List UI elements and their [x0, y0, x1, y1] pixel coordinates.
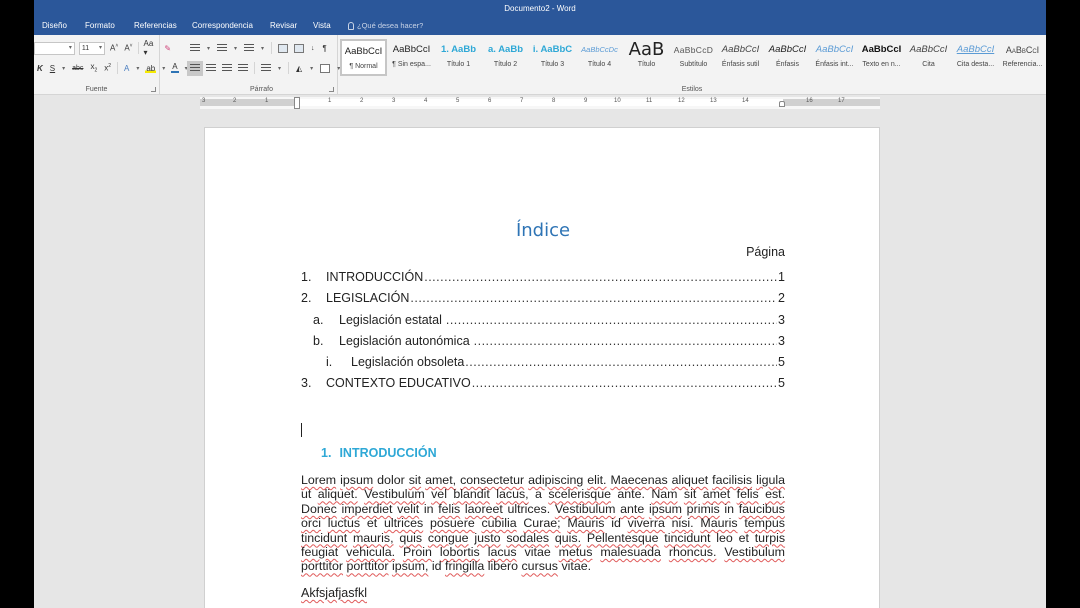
toc-leader [424, 270, 777, 284]
toc-entry[interactable] [301, 376, 785, 392]
toc-entry-number: i. [326, 355, 333, 369]
horizontal-ruler[interactable] [200, 97, 880, 109]
ruler-number: 13 [710, 98, 717, 104]
numbering-dropdown-icon[interactable]: ▾ [234, 45, 238, 52]
tab-diseno[interactable]: Diseño [42, 21, 67, 30]
style-texto-negrita[interactable] [858, 39, 905, 76]
line-spacing-icon[interactable] [261, 64, 271, 73]
style-sample: AaBbCcI [909, 44, 948, 55]
style-name: Énfasis [776, 61, 799, 68]
toc-entry-number: a. [313, 313, 324, 327]
toc-entry[interactable] [301, 355, 785, 371]
separator [271, 42, 272, 54]
ruler-number: 7 [520, 98, 524, 104]
font-color-dropdown-icon[interactable]: ▾ [184, 65, 188, 72]
body-paragraph[interactable]: Lorem ipsum dolor sit amet, consectetur adipiscing elit. Maecenas aliquet facilisis ligula ut aliquet. Vestibulum vel blandit lacus, a scelerisque ante. Nam sit amet felis est. Donec imperdiet velit in felis laoreet ultrices. Vestibulum ante ipsum primis in faucibus orci luctus et ultrices posuere cubilia Curae; Mauris id viverra nisi. Mauris tempus tincidunt mauris, quis congue justo sodales quis. Pellentesque tincidunt leo et turpis feugiat vehicula. Proin lobortis lacus vitae metus malesuada rhoncus. Vestibulum porttitor porttitor ipsum, id fringilla libero cursus vitae. [301, 473, 786, 574]
separator [254, 62, 255, 74]
font-size-dropdown[interactable]: 11 ▾ [79, 42, 105, 55]
subscript-button[interactable]: $x_2$ [90, 62, 98, 74]
style-name: Cita desta... [956, 61, 995, 68]
style-enfasis-sutil[interactable] [717, 39, 764, 76]
style-name: ¶ Normal [349, 63, 378, 70]
ruler-number: 3 [202, 98, 206, 104]
style-name: Referencia... [1002, 61, 1043, 68]
bullets-dropdown-icon[interactable]: ▾ [207, 45, 211, 52]
style-name: Énfasis int... [815, 61, 854, 68]
clear-formatting-icon[interactable]: ✎ [164, 43, 172, 53]
style-sample: AaBbCcI [392, 44, 431, 55]
toc-entry-text: CONTEXTO EDUCATIVO [326, 376, 471, 390]
superscript-button[interactable]: $x^2$ [104, 63, 111, 73]
heading-number: 1. [321, 446, 332, 460]
style-enfasis-intenso[interactable] [811, 39, 858, 76]
tab-correspondencia[interactable]: Correspondencia [192, 21, 253, 30]
toc-entry-number: 3. [301, 376, 312, 390]
document-page[interactable] [204, 127, 880, 608]
toc-entry-page: 5 [778, 355, 785, 369]
change-case-button[interactable]: Aa ▾ [143, 39, 154, 57]
ruler-number: 11 [646, 98, 653, 104]
shrink-font-button[interactable]: A˅ [124, 43, 133, 53]
separator [288, 62, 289, 74]
style-name: Subtítulo [679, 61, 708, 68]
strikethrough-button[interactable]: abc [72, 64, 84, 72]
style-sample: AaB [628, 39, 665, 60]
style-name: Título [637, 61, 656, 68]
title-bar [34, 0, 1046, 17]
ribbon [34, 35, 1046, 95]
window-title: Documento2 - Word [504, 4, 576, 13]
toc-leader [410, 291, 777, 305]
toc-entry-number: 2. [301, 291, 312, 305]
style-name: Título 2 [493, 61, 518, 68]
ruler-right-margin [783, 99, 880, 106]
highlight-icon[interactable]: ab [146, 63, 156, 73]
style-referencia[interactable] [999, 39, 1046, 76]
styles-gallery [338, 35, 1046, 95]
align-left-icon[interactable] [190, 64, 200, 73]
style-sin-espaciado[interactable] [388, 39, 435, 76]
style-sample: AaBbCcI [344, 46, 383, 57]
ruler-number: 4 [424, 98, 428, 104]
shading-icon[interactable]: ◭ [296, 63, 303, 73]
style-titulo[interactable] [623, 39, 670, 76]
ruler-number: 9 [584, 98, 588, 104]
heading-text: INTRODUCCIÓN [339, 446, 437, 460]
tell-me-placeholder: ¿Qué desea hacer? [357, 21, 424, 30]
left-indent-marker[interactable] [294, 97, 300, 109]
toc-title: Índice [515, 220, 571, 241]
ruler-number: 2 [233, 98, 237, 104]
ribbon-tabs [34, 17, 1046, 35]
borders-dropdown-icon[interactable]: ▾ [337, 65, 341, 72]
ruler-number: 1 [265, 98, 269, 104]
ruler-number: 2 [360, 98, 364, 104]
bullets-icon[interactable] [190, 44, 200, 53]
tab-vista[interactable]: Vista [313, 21, 331, 30]
style-sample: AaBbCcI [956, 44, 995, 55]
style-titulo-3[interactable] [529, 39, 576, 76]
style-sample: 1. AaBb [440, 44, 477, 55]
multilevel-dropdown-icon[interactable]: ▾ [261, 45, 265, 52]
style-sample: AaBbCcDc [581, 45, 618, 54]
ruler-number: 5 [456, 98, 460, 104]
paragraph-group-label: Párrafo [250, 86, 273, 93]
ruler-number: 17 [838, 98, 845, 104]
tab-formato[interactable]: Formato [85, 21, 115, 30]
separator [117, 62, 118, 74]
style-cita-destacada[interactable] [952, 39, 999, 76]
style-name: Título 3 [540, 61, 565, 68]
toc-entry[interactable] [301, 313, 785, 329]
style-sample: AaBbCcD [673, 45, 714, 55]
style-sample: AaBbCcI [861, 44, 902, 55]
highlight-dropdown-icon[interactable]: ▾ [162, 65, 166, 72]
toc-leader [465, 355, 777, 369]
style-enfasis[interactable] [764, 39, 811, 76]
ruler-number: 16 [806, 98, 813, 104]
text-effects-dropdown-icon[interactable]: ▾ [136, 65, 140, 72]
justify-icon[interactable] [238, 64, 248, 73]
ruler-number: 12 [678, 98, 685, 104]
font-color-icon[interactable]: A [172, 62, 178, 71]
style-titulo-2[interactable] [482, 39, 529, 76]
heading-1 [321, 446, 437, 460]
toc-leader [446, 313, 777, 327]
ruler-left-margin [200, 99, 296, 106]
toc-entry-number: 1. [301, 270, 312, 284]
sort-icon[interactable]: ↓ [311, 44, 315, 52]
font-group [34, 35, 188, 95]
ruler-number: 6 [488, 98, 492, 104]
toc-entry-text: Legislación estatal [339, 313, 442, 327]
style-name: ¶ Sin espa... [392, 61, 431, 68]
tab-revisar[interactable]: Revisar [270, 21, 298, 30]
toc-leader [472, 376, 777, 390]
shading-dropdown-icon[interactable]: ▾ [310, 65, 314, 72]
style-titulo-1[interactable] [435, 39, 482, 76]
toc-entry-number: b. [313, 334, 324, 348]
style-sample: AaBbCcI [1005, 45, 1040, 55]
style-titulo-4[interactable] [576, 39, 623, 76]
toc-entry-page: 5 [778, 376, 785, 390]
style-name: Título 1 [446, 61, 471, 68]
style-sample: AaBbCcI [768, 44, 807, 55]
toc-entry-text: INTRODUCCIÓN [326, 270, 424, 284]
paragraph-group [186, 35, 341, 95]
toc-entry-page: 1 [778, 270, 785, 284]
text-cursor [301, 423, 302, 437]
toc-entry-page: 2 [778, 291, 785, 305]
toc-entry-page: 3 [778, 334, 785, 348]
tab-referencias[interactable]: Referencias [134, 21, 177, 30]
style-name: Cita [922, 61, 935, 68]
grow-font-button[interactable]: A˄ [110, 43, 119, 53]
style-normal[interactable] [340, 39, 387, 76]
multilevel-list-icon[interactable] [244, 44, 254, 53]
body-line[interactable] [301, 586, 367, 600]
toc-entry-page: 3 [778, 313, 785, 327]
ruler-number: 8 [552, 98, 556, 104]
font-group-label: Fuente [85, 86, 108, 93]
underline-button[interactable]: S [49, 63, 56, 73]
borders-icon[interactable] [320, 64, 330, 73]
line-spacing-dropdown-icon[interactable]: ▾ [278, 65, 282, 72]
separator [138, 42, 139, 54]
style-name: Texto en n... [862, 61, 901, 68]
decrease-indent-icon[interactable] [278, 44, 288, 53]
ruler-number: 10 [614, 98, 621, 104]
style-name: Énfasis sutil [721, 61, 760, 68]
paragraph-dialog-launcher-icon[interactable] [329, 87, 334, 92]
style-sample: i. AaBbC [532, 44, 573, 55]
increase-indent-icon[interactable] [294, 44, 304, 53]
word-window [34, 0, 1046, 608]
style-subtitulo[interactable] [670, 39, 717, 76]
text-effects-icon[interactable]: A [124, 63, 130, 73]
toc-leader [474, 334, 777, 348]
show-marks-icon[interactable]: ¶ [322, 43, 327, 53]
lightbulb-icon [348, 22, 354, 30]
style-cita[interactable] [905, 39, 952, 76]
ruler-number: 3 [392, 98, 396, 104]
underline-dropdown-icon[interactable]: ▾ [62, 65, 66, 72]
style-sample: AaBbCcI [721, 44, 760, 55]
misspelled-word: Akfsjafjasfkl [301, 586, 367, 600]
ruler-number: 1 [328, 98, 332, 104]
right-indent-marker[interactable] [779, 101, 785, 107]
style-sample: a. AaBb [487, 44, 524, 55]
tell-me-box[interactable] [348, 17, 423, 35]
toc-page-label: Página [746, 245, 785, 259]
style-sample: AaBbCcI [815, 44, 854, 55]
italic-button[interactable]: K [37, 63, 43, 73]
font-name-dropdown[interactable] [34, 42, 75, 55]
ruler-number: 14 [742, 98, 749, 104]
numbering-icon[interactable] [217, 44, 227, 53]
align-center-icon[interactable] [206, 64, 216, 73]
styles-group-label: Estilos [681, 86, 703, 93]
toc-entry-text: Legislación autonómica [339, 334, 470, 348]
font-dialog-launcher-icon[interactable] [151, 87, 156, 92]
toc-entry[interactable] [301, 270, 785, 286]
toc-entry-text: LEGISLACIÓN [326, 291, 410, 305]
align-right-icon[interactable] [222, 64, 232, 73]
toc-entry[interactable] [301, 334, 785, 350]
style-name: Título 4 [587, 61, 612, 68]
toc-entry[interactable] [301, 291, 785, 307]
toc-entry-text: Legislación obsoleta [351, 355, 465, 369]
